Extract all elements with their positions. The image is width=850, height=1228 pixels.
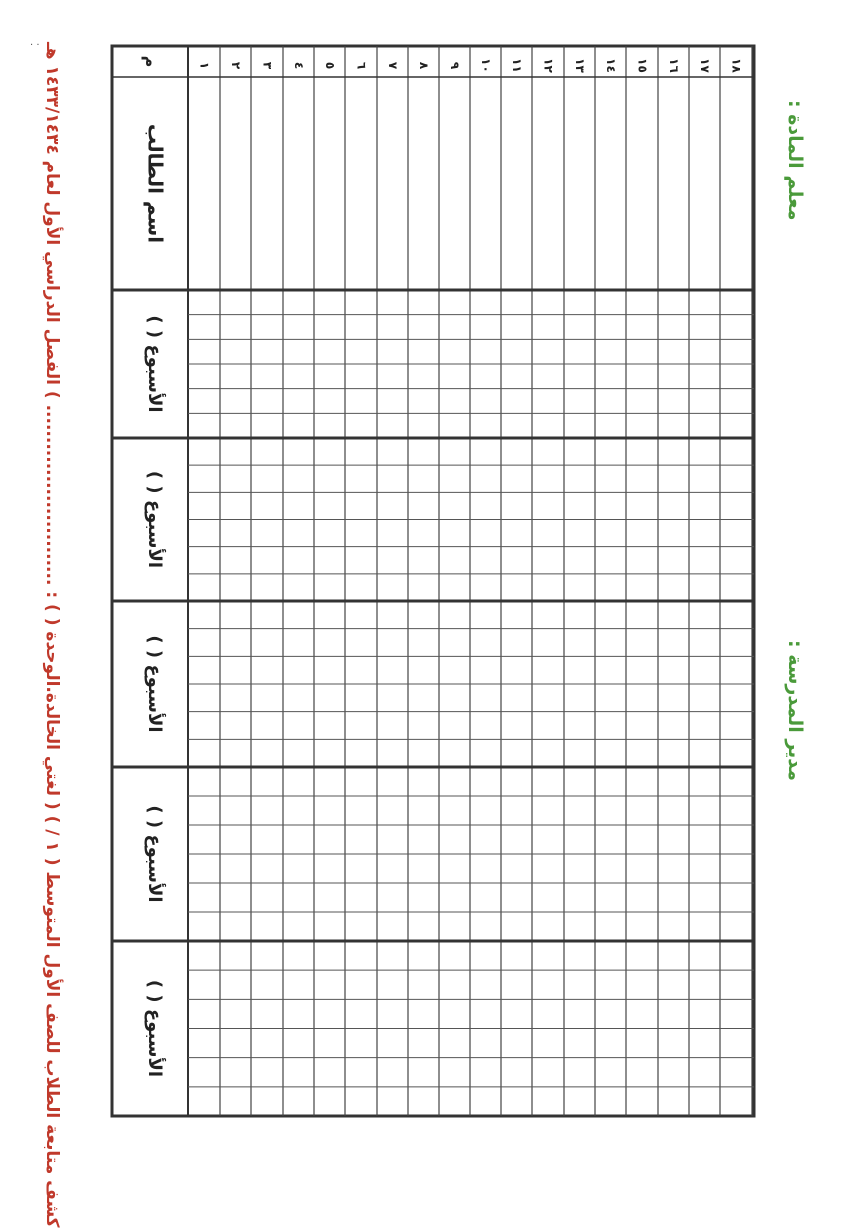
week-label: الأسبوع ( ) (144, 315, 165, 413)
student-name-header: اسم الطالب (143, 123, 168, 244)
week-label: الأسبوع ( ) (144, 805, 165, 903)
row-number: ١ (197, 61, 212, 70)
row-number: ١٧ (698, 58, 712, 73)
row-number: ١٠ (479, 58, 493, 73)
week-label: الأسبوع ( ) (144, 979, 165, 1078)
row-number: ٥ (323, 61, 337, 70)
row-number: ٦ (354, 61, 369, 70)
row-number: ١٦ (667, 58, 681, 73)
row-number: ١٨ (729, 58, 744, 73)
document-title: كشف متابعة الطلاب للصف الأول المتوسط ( ١ / ) ( لغتي الخالدة.الوحدة ( ) : ............................ ) الفصل الدراسي الأول لعام ١٤٣٣/١٤٣٤ هـ (42, 42, 62, 1228)
row-number: ٤ (292, 61, 306, 70)
teacher-label: معلم المادة : (784, 100, 806, 221)
week-label: الأسبوع ( ) (144, 635, 165, 733)
scan-mark: · · (30, 40, 40, 51)
row-number: ٧ (386, 61, 400, 70)
row-number: ١٤ (604, 58, 618, 73)
principal-label: مدير المدرسة : (784, 640, 806, 782)
row-number: ٩ (448, 61, 462, 70)
row-number: ١٣ (573, 58, 587, 73)
week-label: الأسبوع ( ) (144, 470, 165, 569)
row-number: ١١ (510, 58, 524, 73)
row-number: ١٢ (541, 58, 556, 73)
row-number: ٨ (417, 61, 431, 70)
row-number: ٣ (260, 61, 275, 70)
number-header: م (141, 55, 161, 68)
row-number: ١٥ (635, 58, 650, 73)
row-number: ٢ (229, 61, 243, 70)
